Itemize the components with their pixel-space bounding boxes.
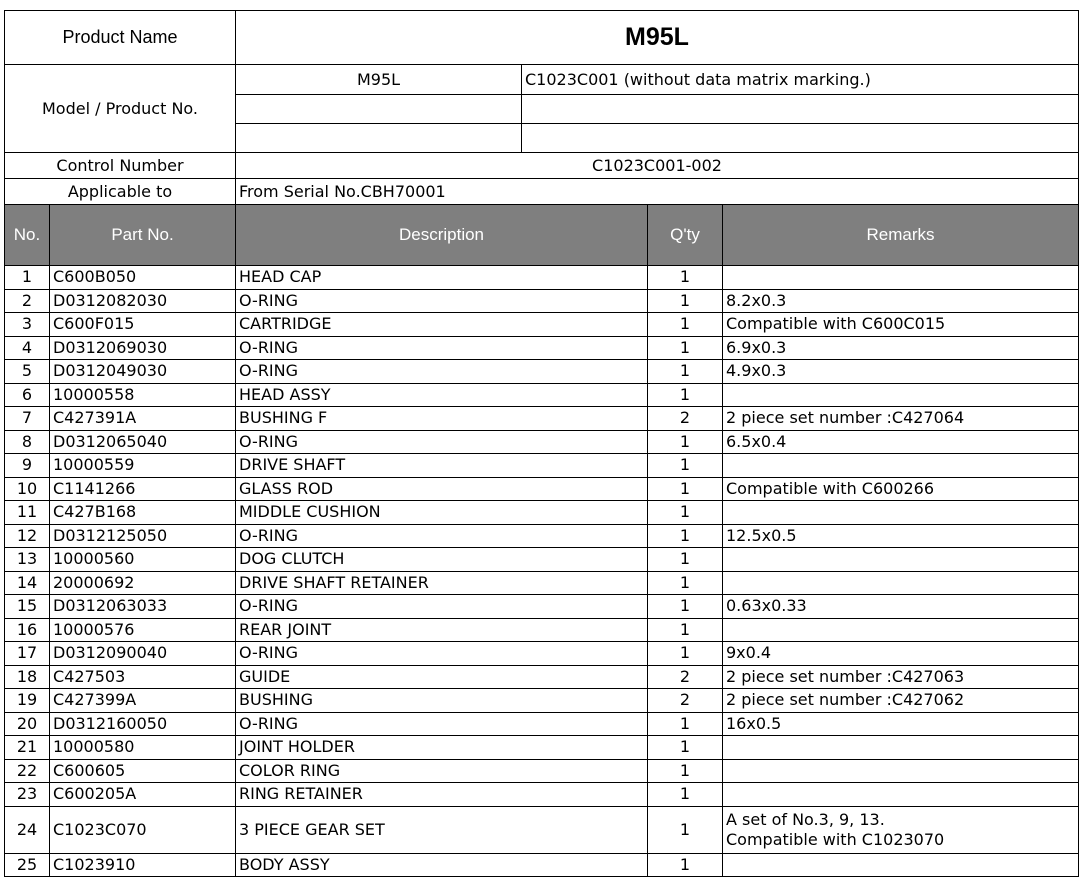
part-number-index: 24 [5, 806, 50, 853]
table-row [5, 571, 1079, 595]
remarks-cell [723, 571, 1079, 595]
qty-cell: 1 [648, 712, 723, 736]
qty-cell: 1 [648, 289, 723, 313]
remarks-cell: A set of No.3, 9, 13. Compatible with C1023070 [723, 806, 1079, 853]
table-row [5, 595, 1079, 619]
remarks-cell [723, 266, 1079, 290]
remarks-cell: Compatible with C600C015 [723, 313, 1079, 337]
part-number-index: 17 [5, 642, 50, 666]
remarks-cell: 4.9x0.3 [723, 360, 1079, 384]
part-no-cell: C427391A [50, 407, 236, 431]
qty-cell: 1 [648, 266, 723, 290]
table-row [5, 477, 1079, 501]
part-no-cell: D0312069030 [50, 336, 236, 360]
table-row [5, 618, 1079, 642]
table-row [5, 689, 1079, 713]
product-name-value: M95L [236, 11, 1079, 65]
description-cell: O-RING [236, 595, 648, 619]
part-number-index: 20 [5, 712, 50, 736]
part-number-index: 12 [5, 524, 50, 548]
description-cell: MIDDLE CUSHION [236, 501, 648, 525]
table-row [5, 759, 1079, 783]
part-no-cell: C600B050 [50, 266, 236, 290]
description-cell: REAR JOINT [236, 618, 648, 642]
description-cell: 3 PIECE GEAR SET [236, 806, 648, 853]
part-number-index: 25 [5, 853, 50, 877]
column-header-no: No. [5, 205, 50, 266]
qty-cell: 1 [648, 806, 723, 853]
description-cell: CARTRIDGE [236, 313, 648, 337]
qty-cell: 1 [648, 642, 723, 666]
part-number-index: 18 [5, 665, 50, 689]
part-number-index: 19 [5, 689, 50, 713]
part-no-cell: 10000560 [50, 548, 236, 572]
table-row [5, 313, 1079, 337]
description-cell: O-RING [236, 524, 648, 548]
description-cell: DOG CLUTCH [236, 548, 648, 572]
table-row [5, 501, 1079, 525]
part-no-cell: C427503 [50, 665, 236, 689]
qty-cell: 1 [648, 501, 723, 525]
table-row [5, 548, 1079, 572]
qty-cell: 1 [648, 618, 723, 642]
qty-cell: 1 [648, 336, 723, 360]
remarks-cell [723, 618, 1079, 642]
part-number-index: 14 [5, 571, 50, 595]
part-no-cell: C600205A [50, 783, 236, 807]
qty-cell: 1 [648, 360, 723, 384]
table-row [5, 383, 1079, 407]
qty-cell: 1 [648, 595, 723, 619]
remarks-cell [723, 736, 1079, 760]
part-no-cell: C600605 [50, 759, 236, 783]
product-no-value [522, 95, 1079, 124]
description-cell: O-RING [236, 430, 648, 454]
description-cell: RING RETAINER [236, 783, 648, 807]
description-cell: O-RING [236, 336, 648, 360]
table-row [5, 524, 1079, 548]
part-no-cell: D0312090040 [50, 642, 236, 666]
parts-table [4, 204, 1079, 877]
product-no-value [522, 124, 1079, 153]
remarks-cell: Compatible with C600266 [723, 477, 1079, 501]
qty-cell: 1 [648, 783, 723, 807]
part-no-cell: C427B168 [50, 501, 236, 525]
description-cell: O-RING [236, 289, 648, 313]
description-cell: JOINT HOLDER [236, 736, 648, 760]
remarks-cell: 12.5x0.5 [723, 524, 1079, 548]
description-cell: BUSHING [236, 689, 648, 713]
part-number-index: 23 [5, 783, 50, 807]
remarks-cell [723, 454, 1079, 478]
part-number-index: 8 [5, 430, 50, 454]
remarks-cell: 8.2x0.3 [723, 289, 1079, 313]
description-cell: GUIDE [236, 665, 648, 689]
part-number-index: 3 [5, 313, 50, 337]
description-cell: HEAD ASSY [236, 383, 648, 407]
part-number-index: 6 [5, 383, 50, 407]
part-number-index: 1 [5, 266, 50, 290]
part-number-index: 2 [5, 289, 50, 313]
description-cell: BUSHING F [236, 407, 648, 431]
parts-table-body [5, 266, 1079, 877]
remarks-cell [723, 853, 1079, 877]
qty-cell: 1 [648, 736, 723, 760]
part-no-cell: C1023910 [50, 853, 236, 877]
description-cell: DRIVE SHAFT RETAINER [236, 571, 648, 595]
remarks-cell: 2 piece set number :C427064 [723, 407, 1079, 431]
part-no-cell: D0312125050 [50, 524, 236, 548]
part-no-cell: 20000692 [50, 571, 236, 595]
table-row [5, 266, 1079, 290]
part-number-index: 5 [5, 360, 50, 384]
qty-cell: 1 [648, 853, 723, 877]
remarks-cell [723, 501, 1079, 525]
column-header-part-no: Part No. [50, 205, 236, 266]
part-number-index: 10 [5, 477, 50, 501]
remarks-cell: 6.5x0.4 [723, 430, 1079, 454]
model-value: M95L [236, 65, 522, 95]
table-row [5, 642, 1079, 666]
part-no-cell: D0312160050 [50, 712, 236, 736]
column-header-description: Description [236, 205, 648, 266]
remarks-cell [723, 548, 1079, 572]
qty-cell: 1 [648, 759, 723, 783]
remarks-cell [723, 783, 1079, 807]
part-no-cell: 10000558 [50, 383, 236, 407]
description-cell: O-RING [236, 642, 648, 666]
table-row [5, 360, 1079, 384]
qty-cell: 2 [648, 665, 723, 689]
control-number-value: C1023C001-002 [236, 153, 1079, 179]
table-row [5, 407, 1079, 431]
remarks-cell: 16x0.5 [723, 712, 1079, 736]
qty-cell: 2 [648, 407, 723, 431]
remarks-cell: 9x0.4 [723, 642, 1079, 666]
part-no-cell: 10000580 [50, 736, 236, 760]
part-no-cell: C1141266 [50, 477, 236, 501]
remarks-cell: 2 piece set number :C427063 [723, 665, 1079, 689]
model-label: Model / Product No. [5, 65, 236, 153]
description-cell: HEAD CAP [236, 266, 648, 290]
table-row [5, 336, 1079, 360]
remarks-cell: 0.63x0.33 [723, 595, 1079, 619]
remarks-cell [723, 759, 1079, 783]
part-no-cell: D0312049030 [50, 360, 236, 384]
qty-cell: 1 [648, 454, 723, 478]
part-number-index: 9 [5, 454, 50, 478]
product-name-label: Product Name [5, 11, 236, 65]
description-cell: O-RING [236, 360, 648, 384]
column-header-remarks: Remarks [723, 205, 1079, 266]
qty-cell: 1 [648, 313, 723, 337]
table-row [5, 736, 1079, 760]
table-row [5, 806, 1079, 853]
parts-list-sheet [4, 10, 1079, 877]
control-number-label: Control Number [5, 153, 236, 179]
table-row [5, 712, 1079, 736]
table-row [5, 783, 1079, 807]
part-number-index: 7 [5, 407, 50, 431]
description-cell: BODY ASSY [236, 853, 648, 877]
part-no-cell: C1023C070 [50, 806, 236, 853]
qty-cell: 1 [648, 383, 723, 407]
applicable-label: Applicable to [5, 179, 236, 205]
qty-cell: 1 [648, 430, 723, 454]
table-row [5, 430, 1079, 454]
part-no-cell: D0312063033 [50, 595, 236, 619]
part-no-cell: C427399A [50, 689, 236, 713]
remarks-cell [723, 383, 1079, 407]
applicable-value: From Serial No.CBH70001 [236, 179, 1079, 205]
description-cell: DRIVE SHAFT [236, 454, 648, 478]
table-row [5, 665, 1079, 689]
part-number-index: 22 [5, 759, 50, 783]
qty-cell: 1 [648, 477, 723, 501]
product-no-value: C1023C001 (without data matrix marking.) [522, 65, 1079, 95]
part-number-index: 16 [5, 618, 50, 642]
part-no-cell: D0312065040 [50, 430, 236, 454]
qty-cell: 1 [648, 524, 723, 548]
column-header-qty: Q'ty [648, 205, 723, 266]
table-row [5, 289, 1079, 313]
part-number-index: 4 [5, 336, 50, 360]
table-row [5, 454, 1079, 478]
part-number-index: 21 [5, 736, 50, 760]
remarks-cell: 2 piece set number :C427062 [723, 689, 1079, 713]
qty-cell: 2 [648, 689, 723, 713]
model-value [236, 95, 522, 124]
qty-cell: 1 [648, 548, 723, 572]
table-row [5, 853, 1079, 877]
part-no-cell: 10000559 [50, 454, 236, 478]
part-no-cell: C600F015 [50, 313, 236, 337]
description-cell: COLOR RING [236, 759, 648, 783]
part-no-cell: 10000576 [50, 618, 236, 642]
remarks-cell: 6.9x0.3 [723, 336, 1079, 360]
qty-cell: 1 [648, 571, 723, 595]
part-number-index: 15 [5, 595, 50, 619]
product-info-table [4, 10, 1079, 205]
part-no-cell: D0312082030 [50, 289, 236, 313]
part-number-index: 11 [5, 501, 50, 525]
description-cell: GLASS ROD [236, 477, 648, 501]
part-number-index: 13 [5, 548, 50, 572]
model-value [236, 124, 522, 153]
description-cell: O-RING [236, 712, 648, 736]
